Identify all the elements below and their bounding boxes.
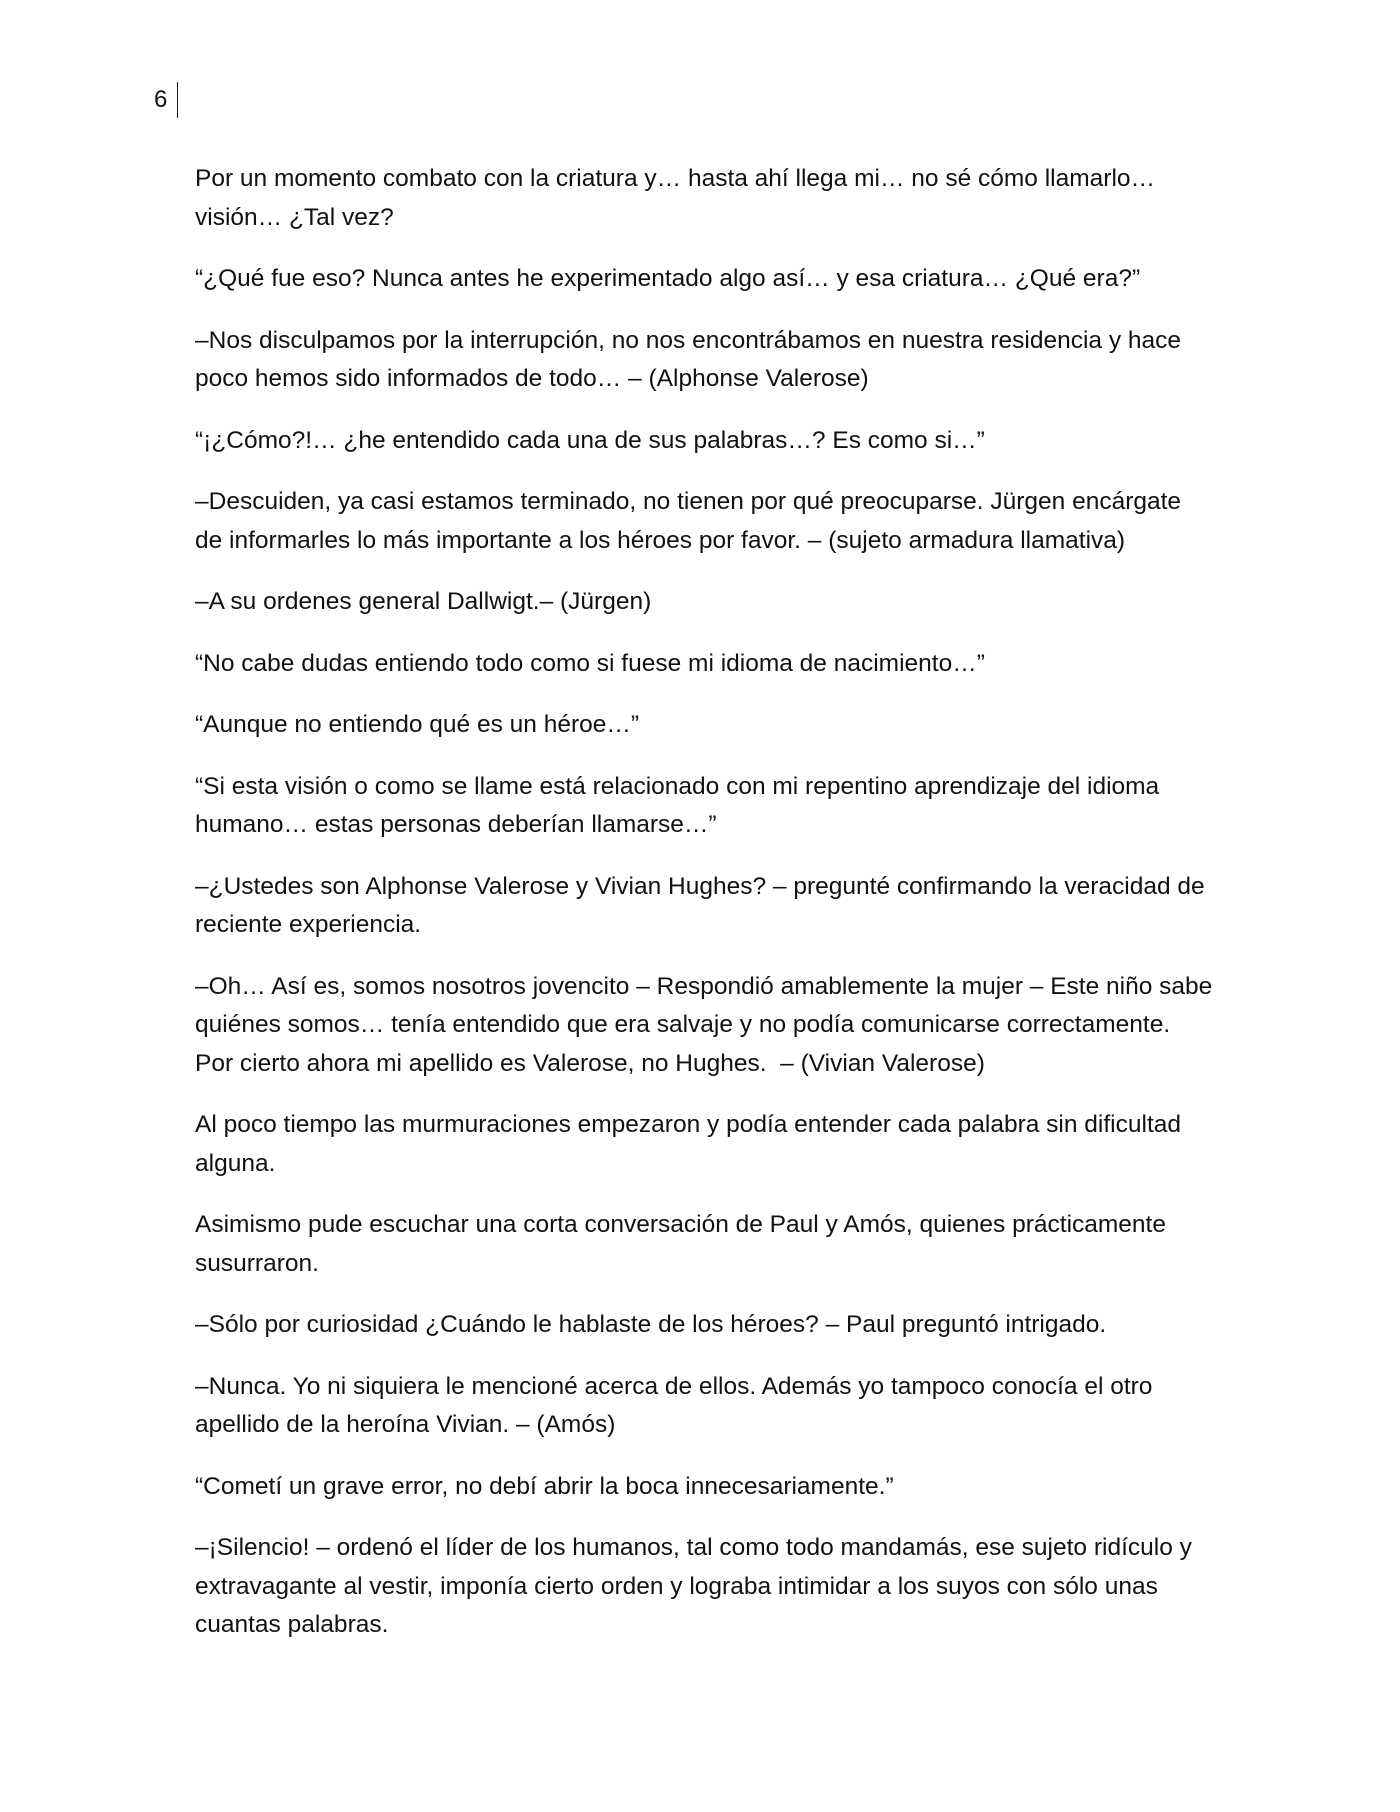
paragraph: –¡Silencio! – ordenó el líder de los humanos, tal como todo mandamás, ese sujeto ridículo y extravagante al vestir, imponía cierto orden y lograba intimidar a los suyos con sólo unas cuantas palabras. [195, 1534, 1199, 1638]
paragraph: “¿Qué fue eso? Nunca antes he experimentado algo así… y esa criatura… ¿Qué era?” [195, 265, 1141, 292]
paragraph: “Si esta visión o como se llame está relacionado con mi repentino aprendizaje del idioma humano… estas personas deberían llamarse…” [195, 772, 1166, 838]
paragraph: “Aunque no entiendo qué es un héroe…” [195, 711, 640, 738]
paragraph: –¿Ustedes son Alphonse Valerose y Vivian Hughes? – pregunté confirmando la veracidad de reciente experiencia. [195, 872, 1212, 938]
page-header [154, 82, 178, 118]
paragraph: –Oh… Así es, somos nosotros jovencito – Respondió amablemente la mujer – Este niño sabe quiénes somos… tenía entendido que era salvaje y no podía comunicarse correctamente. Por cierto ahora mi apellido es Valerose, no Hughes. – (Vivian Valerose) [195, 972, 1220, 1077]
page-number: 6 [154, 82, 178, 118]
paragraph: –Nos disculpamos por la interrupción, no nos encontrábamos en nuestra residencia y hace poco hemos sido informados de todo… – (Alphonse Valerose) [195, 326, 1188, 392]
paragraph: –Nunca. Yo ni siquiera le mencioné acerca de ellos. Además yo tampoco conocía el otro apellido de la heroína Vivian. – (Amós) [195, 1372, 1160, 1438]
paragraph: Por un momento combato con la criatura y… hasta ahí llega mi… no sé cómo llamarlo… visión… ¿Tal vez? [195, 165, 1162, 231]
paragraph: –Descuiden, ya casi estamos terminado, no tienen por qué preocuparse. Jürgen encárgate de informarles lo más importante a los héroes por favor. – (sujeto armadura llamativa) [195, 488, 1188, 554]
paragraph: –Sólo por curiosidad ¿Cuándo le hablaste de los héroes? – Paul preguntó intrigado. [195, 1311, 1107, 1338]
paragraph: Asimismo pude escuchar una corta conversación de Paul y Amós, quienes prácticamente susurraron. [195, 1211, 1173, 1277]
paragraph: “Cometí un grave error, no debí abrir la boca innecesariamente.” [195, 1472, 894, 1500]
paragraph: –A su ordenes general Dallwigt.– (Jürgen) [195, 588, 652, 615]
paragraph: Al poco tiempo las murmuraciones empezaron y podía entender cada palabra sin dificultad alguna. [195, 1111, 1188, 1177]
paragraph: “¡¿Cómo?!… ¿he entendido cada una de sus palabras…? Es como si…” [195, 426, 985, 454]
document-body [195, 160, 1220, 1668]
paragraph: “No cabe dudas entiendo todo como si fuese mi idioma de nacimiento…” [195, 649, 985, 677]
